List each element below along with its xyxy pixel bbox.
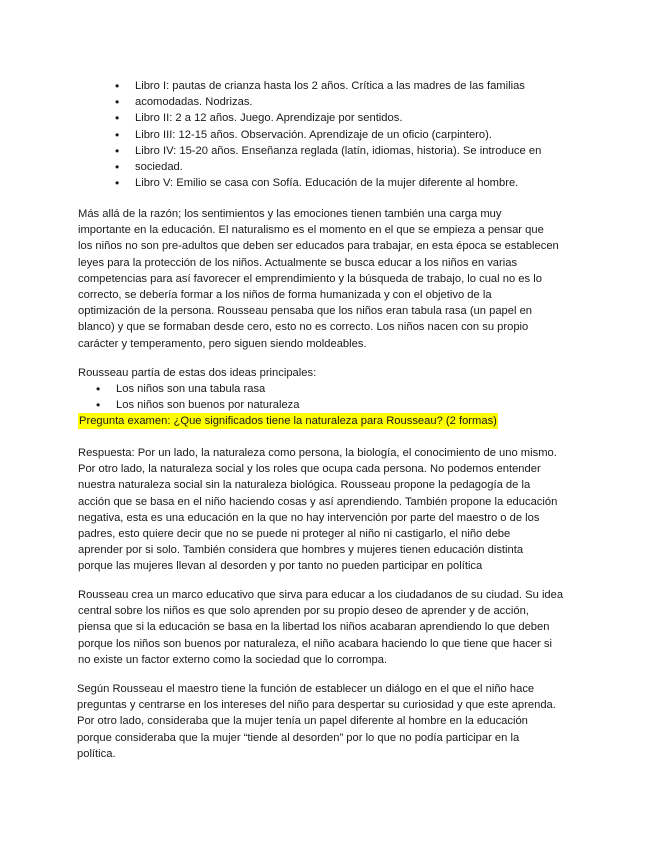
paragraph-respuesta	[78, 445, 583, 575]
paragraph-marco-educativo	[78, 587, 583, 668]
text-line: porque consideraba que la mujer “tiende al desorden” por lo que no podía participar en la	[77, 731, 520, 744]
text-line: correcto, se debería formar a los niños de forma humanizada y con el objetivo de la	[78, 289, 492, 302]
list-item: • Libro V: Emilio se casa con Sofía. Educación de la mujer diferente al hombre.	[115, 175, 595, 191]
ideas-list	[96, 381, 299, 413]
text-line: política.	[77, 747, 116, 760]
list-item: • acomodadas. Nodrizas.	[115, 94, 595, 110]
list-item: • Libro I: pautas de crianza hasta los 2 años. Crítica a las madres de las familias	[115, 78, 595, 94]
list-item: • Libro IV: 15-20 años. Enseñanza reglada (latín, idiomas, historia). Se introduce en	[115, 143, 595, 159]
text-line: Rousseau crea un marco educativo que sirva para educar a los ciudadanos de su ciudad. Su idea	[78, 589, 564, 601]
text-line: central sobre los niños es que solo aprenden por su propio deseo de aprender y de acción,	[78, 605, 529, 618]
text-line: no existe un factor externo como la sociedad que lo corrompa.	[78, 653, 388, 666]
text-line: Más allá de la razón; los sentimientos y las emociones tienen también una carga muy	[78, 208, 502, 220]
libros-list	[115, 78, 595, 191]
paragraph-maestro	[77, 681, 582, 762]
list-item: • Libro II: 2 a 12 años. Juego. Aprendizaje por sentidos.	[115, 110, 595, 126]
text-line: nuestra naturaleza social sin la naturaleza biológica. Rousseau propone la pedagogía de la	[78, 479, 531, 492]
exam-question-highlight: Pregunta examen: ¿Que significados tiene la naturaleza para Rousseau? (2 formas)	[78, 413, 498, 429]
text-line: piensa que si la educación se basa en la libertad los niños acabaran aprendiendo lo que deben	[78, 621, 550, 634]
list-item: • Los niños son buenos por naturaleza	[96, 397, 299, 413]
text-line: importante en la educación. El naturalismo es el momento en el que se empieza a pensar que	[78, 224, 544, 237]
text-line: Respuesta: Por un lado, la naturaleza como persona, la biología, el conocimiento de uno mismo.	[78, 447, 557, 459]
list-item: • Los niños son una tabula rasa	[96, 381, 299, 397]
text-line: porque los niños son buenos por naturaleza, el niño acabara haciendo lo que tiene que hacer si	[78, 637, 552, 650]
text-line: negativa, esta es una educación en la que no hay intervención por parte del maestro o de los	[78, 511, 540, 524]
text-line: carácter y temperamento, pero siguen siendo moldeables.	[78, 337, 367, 350]
paragraph-naturalismo	[78, 206, 583, 352]
text-line: padres, esto quiere decir que no se puede ni proteger al niño ni castigarlo, el niño debe	[78, 528, 511, 541]
list-item: • sociedad.	[115, 159, 595, 175]
list-item: • Libro III: 12-15 años. Observación. Aprendizaje de un oficio (carpintero).	[115, 127, 595, 143]
text-line: Por otro lado, la naturaleza social y los roles que ocupa cada persona. No podemos entender	[78, 463, 541, 476]
text-line: Por otro lado, consideraba que la mujer tenía un papel diferente al hombre en la educación	[77, 715, 528, 728]
text-line: aprender por si solo. También considera que hombres y mujeres tienen educación distinta	[78, 544, 524, 557]
text-line: competencias para así favorecer el emprendimiento y la búsqueda de trabajo, lo cual no es lo	[78, 272, 542, 285]
text-line: Según Rousseau el maestro tiene la función de establecer un diálogo en el que el niño hace	[77, 683, 535, 695]
text-line: blanco) y que se formaban desde cero, esto no es correcto. Los niños nacen con su propio	[78, 321, 529, 334]
text-line: acción que se basa en el niño haciendo cosas y así aprendiendo. También propone la educación	[78, 495, 558, 508]
text-line: preguntas y centrarse en los intereses del niño para despertar su curiosidad y que este aprenda.	[77, 699, 556, 712]
text-line: leyes para la protección de los niños. Actualmente se busca educar a los niños en varias	[78, 256, 518, 269]
ideas-intro: Rousseau partía de estas dos ideas principales:	[78, 367, 317, 379]
text-line: optimización de la persona. Rousseau pensaba que los niños eran tabula rasa (un papel en	[78, 305, 533, 318]
text-line: porque las mujeres llevan al desorden y por tanto no pueden participar en política	[78, 560, 483, 573]
text-line: los niños no son pre-adultos que deben ser educados para trabajar, en esta época se establecen	[78, 240, 559, 253]
